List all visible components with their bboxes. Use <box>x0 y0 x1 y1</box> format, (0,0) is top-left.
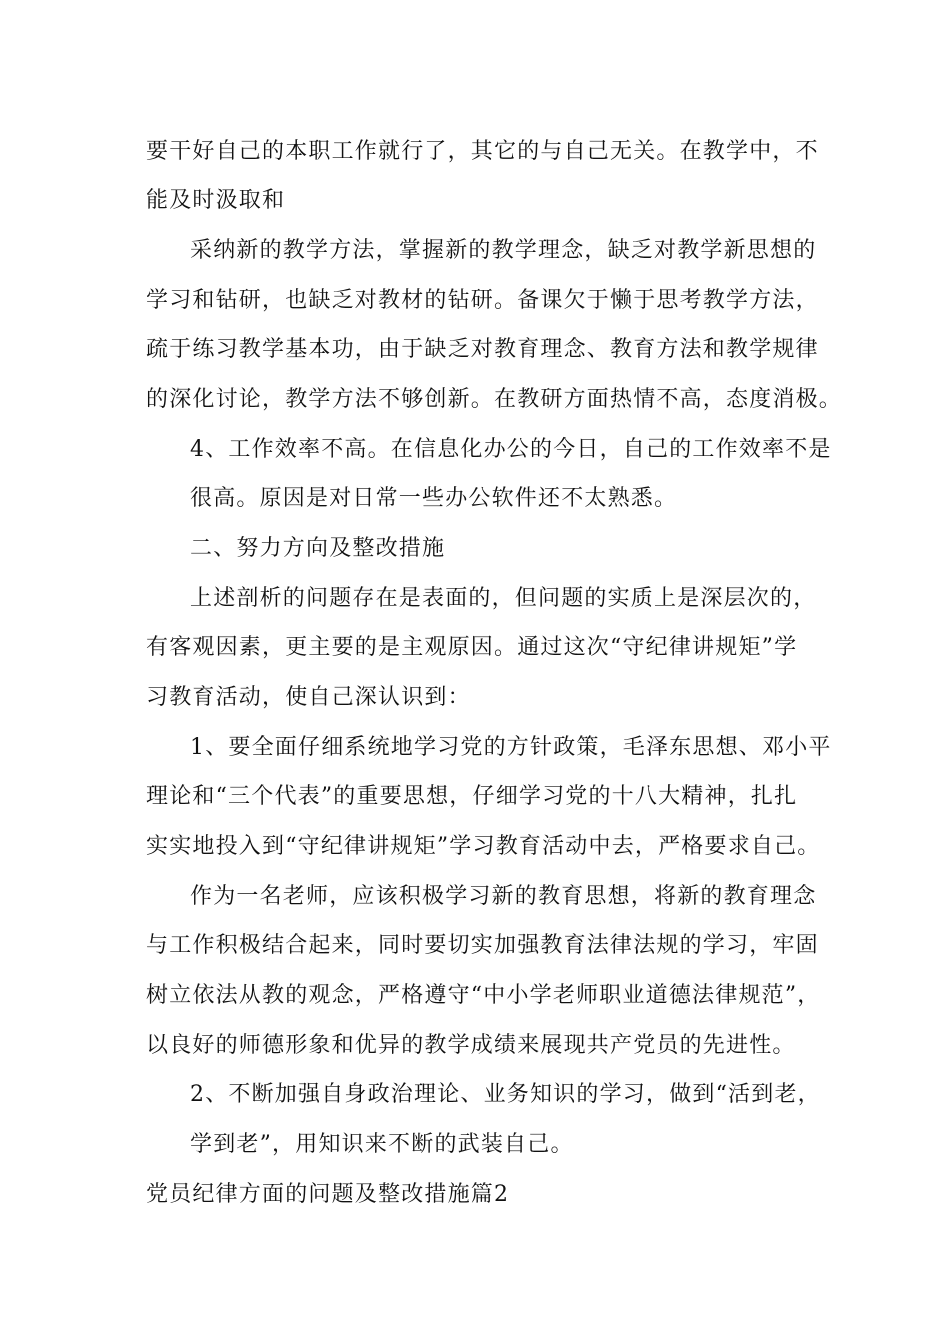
text-line: 学习和钻研，也缺乏对教材的钻研。备课欠于懒于思考教学方法， <box>146 288 819 313</box>
text-line: 能及时汲取和 <box>146 188 286 213</box>
text-line: 采纳新的教学方法，掌握新的教学理念，缺乏对教学新思想的 <box>190 238 817 263</box>
document-title: 党员纪律方面的问题及整改措施篇2 <box>146 1182 510 1207</box>
text-line: 4、工作效率不高。在信息化办公的今日，自己的工作效率不是 <box>190 437 832 462</box>
text-line: 作为一名老师，应该积极学习新的教育思想，将新的教育理念 <box>190 884 817 909</box>
text-line: 疏于练习教学基本功，由于缺乏对教育理念、教育方法和教学规律 <box>146 337 819 362</box>
text-line: 很高。原因是对日常一些办公软件还不太熟悉。 <box>190 486 678 511</box>
text-line: 1、要全面仔细系统地学习党的方针政策，毛泽东思想、邓小平 <box>190 735 832 760</box>
text-line: 实实地投入到“守纪律讲规矩”学习教育活动中去，严格要求自己。 <box>146 834 821 859</box>
text-line: 学到老”，用知识来不断的武装自己。 <box>190 1132 574 1157</box>
section-heading: 二、努力方向及整改措施 <box>190 536 446 561</box>
text-line: 要干好自己的本职工作就行了，其它的与自己无关。在教学中，不 <box>146 139 819 164</box>
text-line: 理论和“三个代表”的重要思想，仔细学习党的十八大精神，扎扎 <box>146 784 798 809</box>
text-line: 与工作积极结合起来，同时要切实加强教育法律法规的学习，牢固 <box>146 933 819 958</box>
text-line: 上述剖析的问题存在是表面的，但问题的实质上是深层次的， <box>190 586 817 611</box>
text-line: 习教育活动，使自己深认识到： <box>146 685 471 710</box>
text-line: 2、不断加强自身政治理论、业务知识的学习，做到“活到老， <box>190 1082 821 1107</box>
text-line: 树立依法从教的观念，严格遵守“中小学老师职业道德法律规范”， <box>146 983 821 1008</box>
text-line: 有客观因素，更主要的是主观原因。通过这次“守纪律讲规矩”学 <box>146 635 798 660</box>
text-line: 以良好的师德形象和优异的教学成绩来展现共产党员的先进性。 <box>146 1033 796 1058</box>
text-line: 的深化讨论，教学方法不够创新。在教研方面热情不高，态度消极。 <box>146 387 843 412</box>
